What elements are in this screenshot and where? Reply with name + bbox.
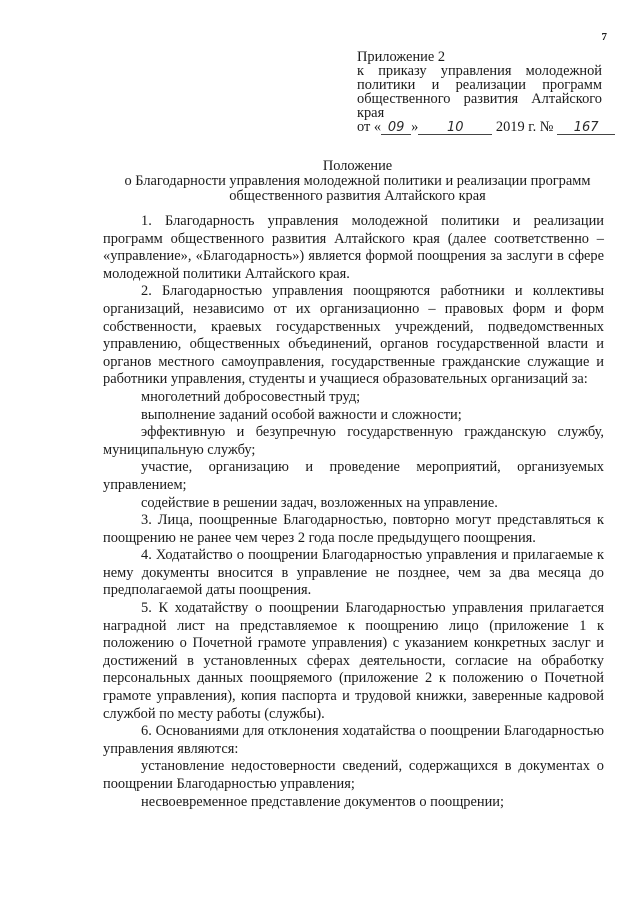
paragraph-3: 3. Лица, поощренные Благодарностью, повторно могут представляться к поощрению не ранее чем через 2 года после предыдущего поощрения. bbox=[103, 512, 604, 546]
appendix-line: общественного развития Алтайского bbox=[357, 91, 602, 107]
appendix-line: края bbox=[357, 105, 385, 121]
handwritten-month: 10 bbox=[418, 121, 492, 135]
title-line: общественного развития Алтайского края bbox=[229, 188, 486, 204]
paragraph-6: 6. Основаниями для отклонения ходатайства о поощрении Благодарностью управления являются: bbox=[103, 723, 604, 757]
list-item: многолетний добросовестный труд; bbox=[141, 388, 361, 405]
appendix-header bbox=[357, 50, 602, 135]
page-number: 7 bbox=[601, 31, 607, 43]
paragraph-1: 1. Благодарность управления молодежной политики и реализации программ общественного развития Алтайского края (далее соответственно – «управление», «Благодарность») является формой поощрения за заслуги в сфере молодежной политики Алтайского края. bbox=[103, 213, 604, 282]
date-mid: » bbox=[411, 119, 419, 135]
appendix-line: политики и реализации программ bbox=[357, 77, 602, 93]
document-title bbox=[90, 159, 625, 204]
appendix-line: к приказу управления молодежной bbox=[357, 63, 602, 79]
list-item: участие, организацию и проведение мероприятий, организуемых управлением; bbox=[103, 459, 604, 493]
list-item: установление недостоверности сведений, содержащихся в документах о поощрении Благодарностью управления; bbox=[103, 758, 604, 792]
date-prefix: от « bbox=[357, 119, 382, 135]
appendix-date-line bbox=[357, 120, 602, 135]
handwritten-doc-number: 167 bbox=[557, 121, 615, 135]
document-body bbox=[103, 213, 604, 811]
appendix-title: Приложение 2 bbox=[357, 49, 446, 65]
handwritten-day: 09 bbox=[381, 121, 411, 135]
title-line: Положение bbox=[322, 158, 393, 174]
paragraph-5: 5. К ходатайству о поощрении Благодарностью управления прилагается наградной лист на представляемое к поощрению лицо (приложение 1 к положению о Почетной грамоте управления) с указанием конкретных заслуг и достижений в установленных сферах деятельности, согласие на обработку персональных данных поощряемого (приложение 2 к положению о Почетной грамоте управления), копия паспорта и трудовой книжки, заверенные кадровой службой по месту работы (службы). bbox=[103, 600, 604, 722]
list-item: эффективную и безупречную государственную гражданскую службу, муниципальную службу; bbox=[103, 424, 604, 458]
paragraph-4: 4. Ходатайство о поощрении Благодарностью управления и прилагаемые к нему документы вносится в управление не позднее, чем за два месяца до предполагаемой даты поощрения. bbox=[103, 547, 604, 599]
list-item: выполнение заданий особой важности и сложности; bbox=[141, 406, 462, 423]
title-line: о Благодарности управления молодежной политики и реализации программ bbox=[124, 173, 591, 189]
list-item: несвоевременное представление документов о поощрении; bbox=[141, 793, 504, 810]
list-item: содействие в решении задач, возложенных на управление. bbox=[141, 494, 498, 511]
date-year: 2019 г. № bbox=[495, 119, 554, 135]
paragraph-2: 2. Благодарностью управления поощряются работники и коллективы организаций, независимо от их организационно – правовых форм и форм собственности, краевых государственных учреждений, подведомственных управлению, общественных объединений, органов государственной власти и органов местного самоуправления, государственные гражданские служащие и работники управления, студенты и учащиеся образовательных организаций за: bbox=[103, 283, 604, 388]
